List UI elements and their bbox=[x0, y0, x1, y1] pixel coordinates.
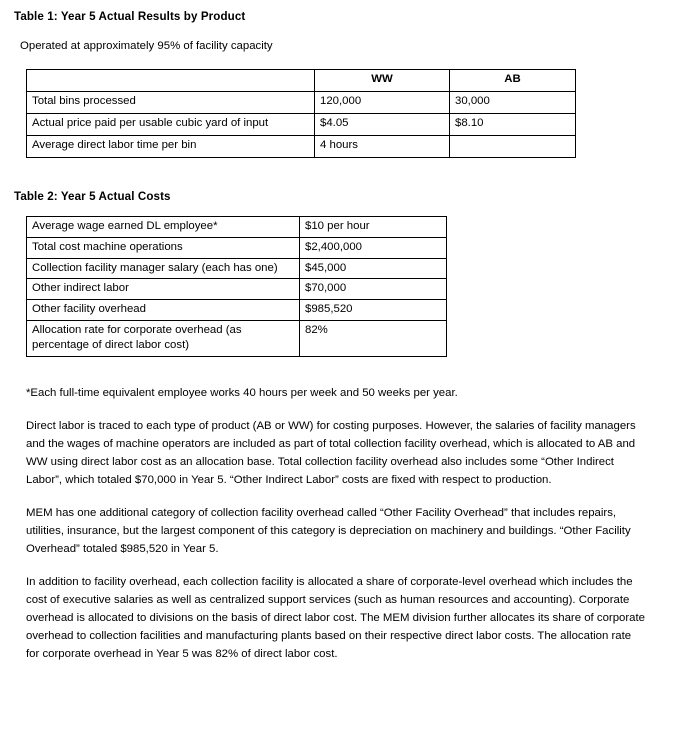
table-row bbox=[27, 321, 447, 357]
table1-row0-ab: 30,000 bbox=[450, 92, 576, 114]
table2 bbox=[26, 216, 447, 357]
table2-row5-label: Allocation rate for corporate overhead (as percentage of direct labor cost) bbox=[27, 321, 300, 357]
table2-row0-label: Average wage earned DL employee* bbox=[27, 217, 300, 238]
table1-note: Operated at approximately 95% of facility capacity bbox=[20, 40, 273, 52]
table-row bbox=[27, 92, 576, 114]
table2-row4-value: $985,520 bbox=[300, 300, 447, 321]
table1-row0-ww: 120,000 bbox=[315, 92, 450, 114]
table-row bbox=[27, 136, 576, 158]
paragraph-1: Direct labor is traced to each type of product (AB or WW) for costing purposes. However, the salaries of facility managers and the wages of machine operators are included as part of total collection facility overhead, which is allocated to AB and WW using direct labor cost as an allocation base. Total collection facility overhead also includes some “Other Indirect Labor”, which totaled $70,000 in Year 5. “Other Indirect Labor” costs are fixed with respect to production. bbox=[26, 419, 636, 486]
table-row bbox=[27, 237, 447, 258]
table2-title: Table 2: Year 5 Actual Costs bbox=[14, 190, 171, 203]
table-row bbox=[27, 114, 576, 136]
table1 bbox=[26, 69, 576, 158]
table1-row0-label: Total bins processed bbox=[27, 92, 315, 114]
table2-row0-value: $10 per hour bbox=[300, 217, 447, 238]
table2-row4-label: Other facility overhead bbox=[27, 300, 300, 321]
table1-header-blank bbox=[27, 70, 315, 92]
footnote: *Each full-time equivalent employee works 40 hours per week and 50 weeks per year. bbox=[26, 386, 458, 399]
table1-title: Table 1: Year 5 Actual Results by Product bbox=[14, 10, 246, 23]
table2-row2-label: Collection facility manager salary (each has one) bbox=[27, 258, 300, 279]
table1-row2-ab bbox=[450, 136, 576, 158]
table2-row1-label: Total cost machine operations bbox=[27, 237, 300, 258]
table1-row1-ab: $8.10 bbox=[450, 114, 576, 136]
table1-row2-label: Average direct labor time per bin bbox=[27, 136, 315, 158]
paragraph-3: In addition to facility overhead, each collection facility is allocated a share of corporate-level overhead which includes the cost of executive salaries as well as centralized support services (such as human resources and accounting). Corporate overhead is allocated to divisions on the basis of direct labor cost. The MEM division further allocates its share of corporate overhead to collection facilities and manufacturing plants based on their respective direct labor costs. The allocation rate for corporate overhead in Year 5 was 82% of direct labor cost. bbox=[26, 575, 645, 660]
table2-row3-label: Other indirect labor bbox=[27, 279, 300, 300]
table-row bbox=[27, 258, 447, 279]
table2-row1-value: $2,400,000 bbox=[300, 237, 447, 258]
table1-row2-ww: 4 hours bbox=[315, 136, 450, 158]
table-row bbox=[27, 300, 447, 321]
table-row bbox=[27, 279, 447, 300]
table1-header-row bbox=[27, 70, 576, 92]
table-row bbox=[27, 217, 447, 238]
table1-header-ww: WW bbox=[315, 70, 450, 92]
table2-row2-value: $45,000 bbox=[300, 258, 447, 279]
paragraph-2: MEM has one additional category of collection facility overhead called “Other Facility Overhead” that includes repairs, utilities, insurance, but the largest component of this category is depreciation on machinery and buildings. “Other Facility Overhead” totaled $985,520 in Year 5. bbox=[26, 506, 631, 555]
table2-row5-value: 82% bbox=[300, 321, 447, 357]
table1-row1-label: Actual price paid per usable cubic yard of input bbox=[27, 114, 315, 136]
table1-header-ab: AB bbox=[450, 70, 576, 92]
table1-row1-ww: $4.05 bbox=[315, 114, 450, 136]
table2-row3-value: $70,000 bbox=[300, 279, 447, 300]
